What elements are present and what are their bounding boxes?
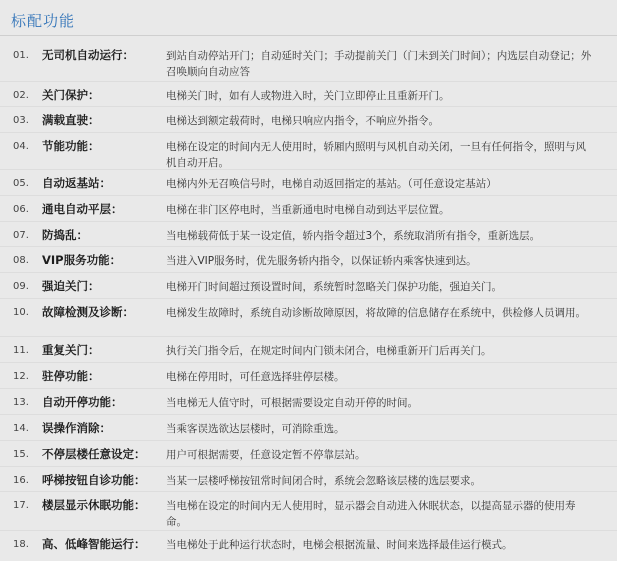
feature-number: 18. — [13, 539, 29, 550]
feature-description: 电梯开门时间超过预设置时间，系统暂时忽略关门保护功能，强迫关门。 — [166, 281, 502, 293]
feature-name: 关门保护： — [42, 88, 100, 102]
row-divider — [0, 336, 617, 337]
feature-number: 04. — [13, 141, 29, 152]
feature-description: 当乘客误选欲达层楼时，可消除重选。 — [166, 423, 345, 435]
feature-number: 12. — [13, 371, 29, 382]
row-divider — [0, 195, 617, 196]
feature-number: 11. — [13, 345, 29, 356]
feature-number: 15. — [13, 449, 29, 460]
feature-description: 执行关门指令后，在规定时间内门锁未闭合，电梯重新开门后再关门。 — [166, 345, 492, 357]
feature-number: 08. — [13, 255, 29, 266]
row-divider — [0, 169, 617, 170]
feature-description: 当某一层楼呼梯按钮常时间闭合时，系统会忽略该层楼的选层要求。 — [166, 475, 481, 487]
feature-name: 强迫关门： — [42, 279, 100, 293]
feature-description: 当电梯无人值守时，可根据需要设定自动开停的时间。 — [166, 397, 418, 409]
feature-number: 01. — [13, 50, 29, 61]
row-divider — [0, 466, 617, 467]
row-divider — [0, 221, 617, 222]
feature-name: 误操作消除： — [42, 421, 111, 435]
row-divider — [0, 272, 617, 273]
feature-name: 驻停功能： — [42, 369, 100, 383]
row-divider — [0, 132, 617, 133]
feature-number: 07. — [13, 230, 29, 241]
feature-description: 电梯在停用时，可任意选择驻停层楼。 — [166, 371, 345, 383]
feature-number: 05. — [13, 178, 29, 189]
row-divider — [0, 298, 617, 299]
feature-name: 防捣乱： — [42, 228, 88, 242]
feature-name: 自动返基站： — [42, 176, 111, 190]
feature-name: 通电自动平层： — [42, 202, 123, 216]
feature-description: 当电梯在设定的时间内无人使用时，显示器会自动进入休眠状态，以提高显示器的使用寿命。 — [166, 500, 576, 528]
row-divider — [0, 414, 617, 415]
feature-description: 电梯在设定的时间内无人使用时，轿厢内照明与风机自动关闭，一旦有任何指令，照明与风机自动开启。 — [166, 141, 586, 169]
feature-number: 16. — [13, 475, 29, 486]
feature-name: 自动开停功能： — [42, 395, 123, 409]
feature-number: 10. — [13, 307, 29, 318]
feature-number: 09. — [13, 281, 29, 292]
row-divider — [0, 388, 617, 389]
feature-name: 无司机自动运行： — [42, 48, 134, 62]
feature-name: 满载直驶： — [42, 113, 100, 127]
section-title: 标配功能 — [11, 12, 76, 30]
feature-description: 电梯在非门区停电时，当重新通电时电梯自动到达平层位置。 — [166, 204, 450, 216]
feature-number: 13. — [13, 397, 29, 408]
feature-name: 重复关门： — [42, 343, 100, 357]
feature-description: 电梯达到额定载荷时，电梯只响应内指令，不响应外指令。 — [166, 115, 439, 127]
feature-description: 当进入VIP服务时，优先服务轿内指令，以保证轿内乘客快速到达。 — [166, 255, 477, 267]
feature-number: 14. — [13, 423, 29, 434]
feature-name: 呼梯按钮自诊功能： — [42, 473, 146, 487]
title-divider — [0, 35, 617, 36]
feature-description: 当电梯载荷低于某一设定值，轿内指令超过3个，系统取消所有指令，重新选层。 — [166, 230, 541, 242]
feature-number: 03. — [13, 115, 29, 126]
row-divider — [0, 362, 617, 363]
row-divider — [0, 246, 617, 247]
feature-number: 17. — [13, 500, 29, 511]
feature-description: 到站自动停站开门；自动延时关门；手动提前关门（门未到关门时间）；内选层自动登记；外召唤顺向自动应答 — [166, 50, 592, 78]
row-divider — [0, 530, 617, 531]
feature-number: 02. — [13, 90, 29, 101]
feature-name: 故障检测及诊断： — [42, 305, 134, 319]
feature-description: 电梯发生故障时，系统自动诊断故障原因，将故障的信息储存在系统中，供检修人员调用。 — [166, 307, 586, 319]
feature-name: 楼层显示休眠功能： — [42, 498, 146, 512]
feature-description: 用户可根据需要，任意设定暂不停靠层站。 — [166, 449, 366, 461]
feature-description: 电梯关门时，如有人或物进入时，关门立即停止且重新开门。 — [166, 90, 450, 102]
row-divider — [0, 491, 617, 492]
row-divider — [0, 81, 617, 82]
feature-description: 电梯内外无召唤信号时，电梯自动返回指定的基站。（可任意设定基站） — [166, 178, 497, 190]
row-divider — [0, 440, 617, 441]
feature-description: 当电梯处于此种运行状态时，电梯会根据流量、时间来选择最佳运行模式。 — [166, 539, 513, 551]
feature-name: VIP服务功能： — [42, 253, 122, 267]
feature-name: 高、低峰智能运行： — [42, 537, 146, 551]
row-divider — [0, 106, 617, 107]
feature-name: 节能功能： — [42, 139, 100, 153]
feature-number: 06. — [13, 204, 29, 215]
feature-name: 不停层楼任意设定： — [42, 447, 146, 461]
